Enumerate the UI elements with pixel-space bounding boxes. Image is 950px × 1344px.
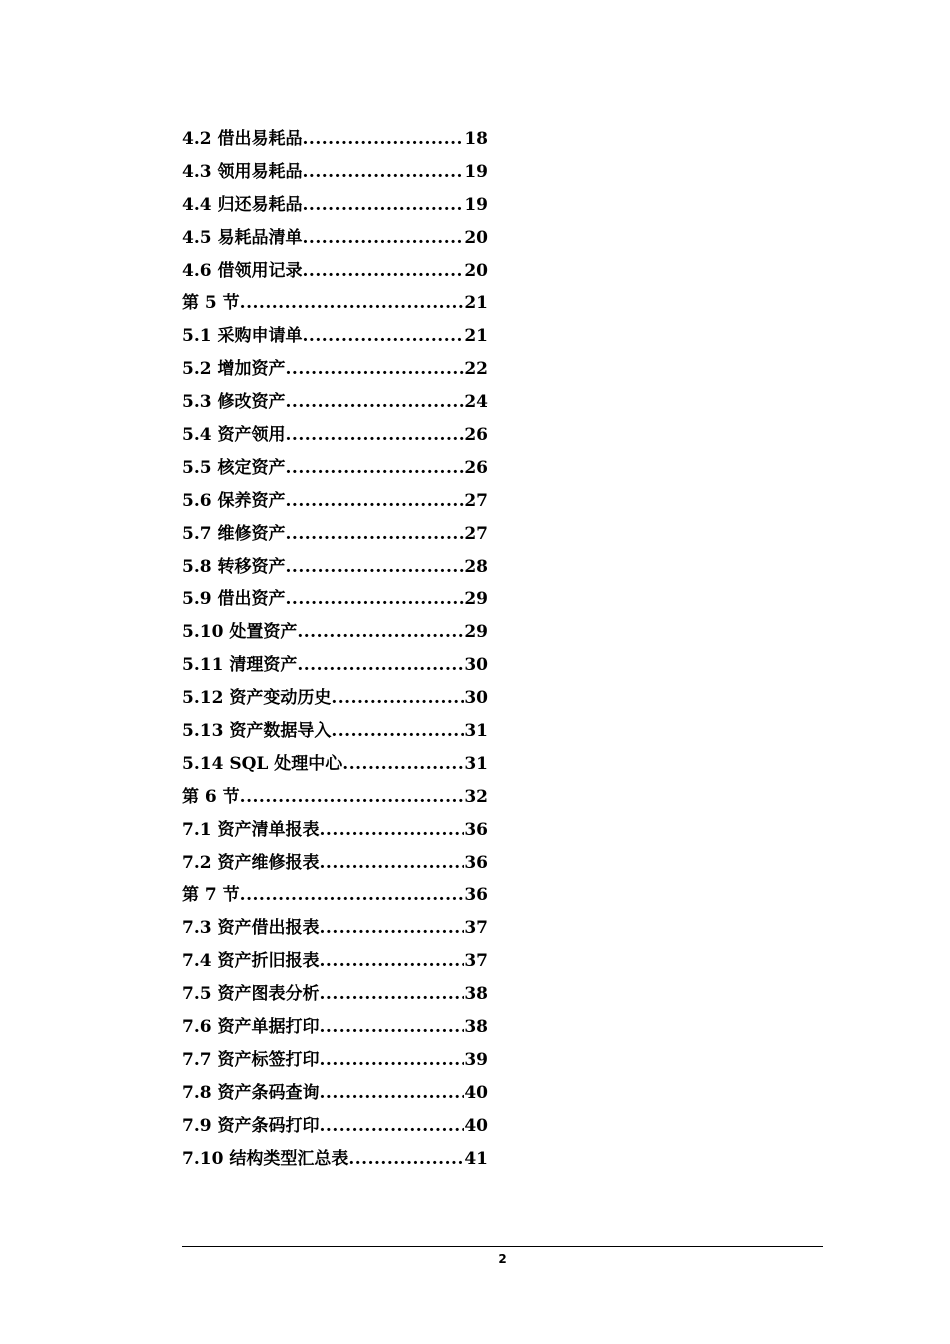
toc-dot-leader [240, 287, 465, 320]
toc-entry-title: 7.10 结构类型汇总表 [182, 1148, 349, 1169]
table-of-contents [182, 123, 488, 1176]
toc-entry-page: 37 [464, 951, 488, 972]
toc-entry[interactable] [182, 518, 488, 551]
toc-entry-title: 5.5 核定资产 [182, 457, 286, 478]
toc-entry-page: 18 [464, 129, 488, 149]
toc-entry-page: 26 [464, 425, 488, 446]
page-number: 2 [498, 1252, 507, 1266]
toc-entry-page: 20 [464, 260, 488, 281]
toc-entry-page: 26 [464, 457, 488, 478]
toc-entry-page: 36 [464, 885, 488, 906]
toc-entry-page: 38 [464, 984, 488, 1005]
toc-entry-title: 第 5 节 [182, 293, 240, 314]
toc-entry-page: 29 [464, 622, 488, 643]
toc-entry[interactable] [182, 123, 488, 156]
toc-entry[interactable] [182, 649, 488, 682]
toc-dot-leader [286, 583, 465, 616]
toc-dot-leader [286, 386, 465, 419]
toc-entry-title: 第 7 节 [182, 885, 240, 906]
toc-dot-leader [320, 1110, 465, 1143]
toc-entry-page: 20 [464, 227, 488, 248]
toc-entry-title: 5.4 资产领用 [182, 425, 286, 446]
toc-dot-leader [286, 419, 465, 452]
toc-entry-title: 4.2 借出易耗品 [182, 129, 303, 149]
toc-entry[interactable] [182, 682, 488, 715]
toc-entry-page: 21 [464, 326, 488, 347]
toc-entry-page: 31 [464, 753, 488, 774]
toc-dot-leader [286, 452, 465, 485]
toc-entry-page: 30 [464, 688, 488, 709]
toc-entry[interactable] [182, 748, 488, 781]
toc-entry-title: 4.6 借领用记录 [182, 260, 303, 281]
toc-entry[interactable] [182, 320, 488, 353]
toc-entry[interactable] [182, 222, 488, 255]
toc-entry-page: 19 [464, 194, 488, 215]
toc-dot-leader [320, 912, 465, 945]
toc-entry[interactable] [182, 386, 488, 419]
toc-entry-title: 5.9 借出资产 [182, 589, 286, 610]
toc-entry-page: 31 [464, 721, 488, 742]
toc-entry[interactable] [182, 781, 488, 814]
toc-entry-page: 37 [464, 918, 488, 939]
toc-entry-page: 39 [464, 1049, 488, 1070]
toc-entry-page: 40 [464, 1082, 488, 1103]
toc-entry-title: 第 6 节 [182, 786, 240, 807]
toc-entry-title: 4.3 领用易耗品 [182, 161, 303, 182]
toc-dot-leader [320, 1077, 465, 1110]
toc-entry-page: 19 [464, 161, 488, 182]
toc-dot-leader [297, 649, 464, 682]
toc-entry[interactable] [182, 156, 488, 189]
toc-entry[interactable] [182, 945, 488, 978]
toc-dot-leader [303, 123, 465, 156]
toc-dot-leader [286, 518, 465, 551]
toc-entry[interactable] [182, 616, 488, 649]
toc-dot-leader [240, 781, 465, 814]
toc-entry-page: 21 [464, 293, 488, 314]
toc-entry-title: 5.6 保养资产 [182, 490, 286, 511]
toc-entry-page: 27 [464, 490, 488, 511]
toc-entry-title: 5.1 采购申请单 [182, 326, 303, 347]
toc-entry-page: 32 [464, 786, 488, 807]
toc-dot-leader [320, 945, 465, 978]
toc-entry-title: 5.11 清理资产 [182, 655, 298, 676]
toc-entry[interactable] [182, 419, 488, 452]
toc-entry-page: 41 [464, 1148, 488, 1169]
toc-entry[interactable] [182, 912, 488, 945]
toc-dot-leader [342, 748, 464, 781]
toc-entry[interactable] [182, 1044, 488, 1077]
toc-dot-leader [286, 353, 465, 386]
toc-dot-leader [348, 1143, 464, 1176]
toc-entry[interactable] [182, 189, 488, 222]
toc-entry-title: 5.13 资产数据导入 [182, 721, 332, 742]
toc-entry[interactable] [182, 1110, 488, 1143]
footer-divider [182, 1246, 823, 1247]
toc-entry-title: 4.4 归还易耗品 [182, 194, 303, 215]
toc-dot-leader [320, 847, 465, 880]
toc-entry[interactable] [182, 1077, 488, 1110]
toc-entry[interactable] [182, 287, 488, 320]
toc-entry[interactable] [182, 452, 488, 485]
toc-dot-leader [320, 1011, 465, 1044]
toc-dot-leader [303, 222, 465, 255]
toc-entry-page: 40 [464, 1115, 488, 1136]
toc-entry-page: 38 [464, 1017, 488, 1038]
toc-entry[interactable] [182, 255, 488, 288]
toc-dot-leader [331, 682, 464, 715]
toc-dot-leader [286, 551, 465, 584]
toc-entry-page: 27 [464, 523, 488, 544]
toc-entry-title: 7.9 资产条码打印 [182, 1115, 320, 1136]
toc-entry-title: 5.2 增加资产 [182, 359, 286, 380]
toc-entry-title: 7.5 资产图表分析 [182, 984, 320, 1005]
toc-dot-leader [331, 715, 464, 748]
toc-entry-page: 36 [464, 819, 488, 840]
toc-entry-title: 7.6 资产单据打印 [182, 1017, 320, 1038]
toc-entry-title: 7.7 资产标签打印 [182, 1049, 320, 1070]
toc-dot-leader [303, 320, 465, 353]
toc-entry-title: 7.8 资产条码查询 [182, 1082, 320, 1103]
toc-dot-leader [297, 616, 464, 649]
toc-entry-title: 7.3 资产借出报表 [182, 918, 320, 939]
toc-entry-title: 5.10 处置资产 [182, 622, 298, 643]
toc-entry-title: 5.14 SQL 处理中心 [182, 753, 343, 774]
toc-dot-leader [286, 485, 465, 518]
toc-dot-leader [303, 156, 465, 189]
toc-entry-title: 5.7 维修资产 [182, 523, 286, 544]
toc-entry-page: 28 [464, 556, 488, 577]
toc-entry-title: 7.2 资产维修报表 [182, 852, 320, 873]
toc-entry[interactable] [182, 1143, 488, 1176]
toc-dot-leader [320, 1044, 465, 1077]
toc-entry[interactable] [182, 353, 488, 386]
toc-entry-title: 7.4 资产折旧报表 [182, 951, 320, 972]
toc-dot-leader [240, 879, 465, 912]
toc-entry[interactable] [182, 978, 488, 1011]
toc-entry[interactable] [182, 583, 488, 616]
toc-dot-leader [303, 255, 465, 288]
toc-entry-title: 5.8 转移资产 [182, 556, 286, 577]
toc-entry-title: 5.12 资产变动历史 [182, 688, 332, 709]
toc-entry-title: 5.3 修改资产 [182, 392, 286, 413]
toc-entry-page: 22 [464, 359, 488, 380]
toc-entry[interactable] [182, 1011, 488, 1044]
toc-dot-leader [320, 814, 465, 847]
toc-entry[interactable] [182, 814, 488, 847]
toc-entry-page: 24 [464, 392, 488, 413]
toc-entry-page: 36 [464, 852, 488, 873]
toc-entry[interactable] [182, 879, 488, 912]
toc-entry-page: 30 [464, 655, 488, 676]
toc-entry-title: 4.5 易耗品清单 [182, 227, 303, 248]
toc-entry[interactable] [182, 715, 488, 748]
toc-entry-page: 29 [464, 589, 488, 610]
toc-dot-leader [303, 189, 465, 222]
toc-entry[interactable] [182, 485, 488, 518]
toc-entry-title: 7.1 资产清单报表 [182, 819, 320, 840]
toc-entry[interactable] [182, 847, 488, 880]
toc-dot-leader [320, 978, 465, 1011]
toc-entry[interactable] [182, 551, 488, 584]
